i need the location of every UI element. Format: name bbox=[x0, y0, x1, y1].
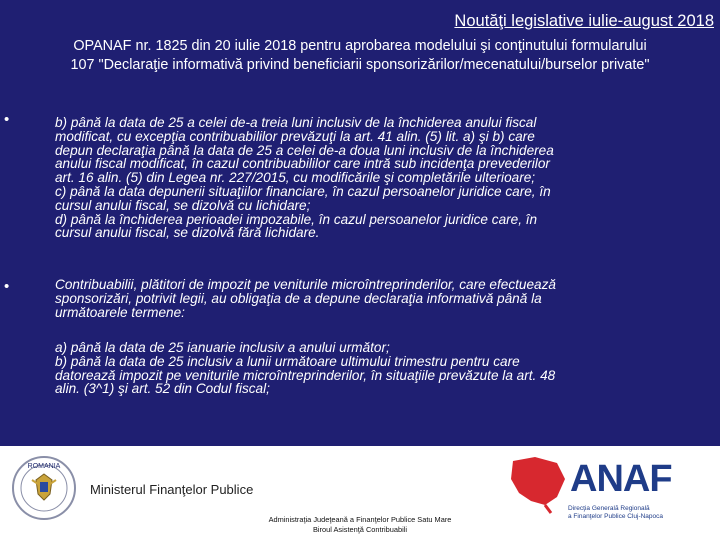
ministry-name: Ministerul Finanţelor Publice bbox=[90, 482, 254, 497]
paragraph-deadlines-bcd bbox=[55, 116, 695, 240]
subtitle-line: 107 "Declaraţie informativă privind beneficiarii sponsorizărilor/mecenatului/burselor private" bbox=[70, 56, 650, 73]
anaf-subtitle-line: a Finanţelor Publice Cluj-Napoca bbox=[568, 512, 664, 520]
page-title: Noutăţi legislative iulie-august 2018 bbox=[454, 12, 714, 30]
bullet-marker: • bbox=[4, 278, 10, 295]
text-line: depun declaraţia până la data de 25 a celei de-a doua luni inclusiv de la închiderea bbox=[55, 142, 554, 158]
bullet-marker: • bbox=[4, 111, 10, 128]
administration-name: Administraţia Judeţeană a Finanţelor Publice Satu Mare bbox=[268, 515, 452, 524]
subtitle-line: OPANAF nr. 1825 din 20 iulie 2018 pentru aprobarea modelului şi conţinutului formularului bbox=[73, 38, 647, 54]
text-line: datorează impozit pe veniturile microîntreprinderilor, în situaţiile prevăzute la art. 48 bbox=[55, 367, 556, 383]
text-line: alin. (3^1) şi art. 52 din Codul fiscal; bbox=[55, 381, 270, 397]
seal-text: ROMANIA bbox=[27, 463, 61, 470]
anaf-subtitle-line: Direcţia Generală Regională bbox=[568, 505, 650, 512]
paragraph-deadlines-ab bbox=[55, 341, 695, 396]
text-line: modificat, cu excepţia contribuabililor prevăzuţi la art. 41 alin. (5) lit. a) şi b) care bbox=[55, 128, 535, 144]
office-name: Biroul Asistenţă Contribuabili bbox=[312, 525, 408, 534]
text-line: art. 16 alin. (5) din Legea nr. 227/2015, cu modificările şi completările ulterioare; bbox=[55, 170, 536, 186]
page-subtitle bbox=[6, 37, 714, 74]
anaf-logo-text: ANAF bbox=[570, 458, 672, 500]
text-line: b) până la data de 25 a celei de-a treia luni inclusiv de la închiderea anului fiscal bbox=[55, 115, 537, 130]
text-line: d) până la închiderea perioadei impozabile, în cazul persoanelor juridice care, în bbox=[55, 211, 538, 227]
text-line: b) până la data de 25 inclusiv a lunii următoare ultimului trimestru pentru care bbox=[55, 353, 520, 369]
text-line: cursul anului fiscal, se dizolvă fără lichidare. bbox=[55, 225, 320, 241]
text-line: următoarele termene: bbox=[55, 304, 185, 320]
paragraph-microenterprises bbox=[55, 278, 695, 319]
text-line: a) până la data de 25 ianuarie inclusiv a anului următor; bbox=[55, 340, 390, 355]
text-line: cursul anului fiscal, se dizolvă cu lichidare; bbox=[55, 197, 311, 213]
text-line: c) până la data depunerii situaţiilor financiare, în cazul persoanelor juridice care, în bbox=[55, 183, 551, 199]
text-line: Contribuabilii, plătitori de impozit pe veniturile microîntreprinderilor, care efectuează bbox=[55, 277, 556, 292]
ministry-seal-icon bbox=[10, 454, 78, 522]
text-line: anului fiscal modificat, în cazul contribuabililor care intră sub incidenţa prevederilor bbox=[55, 156, 550, 172]
text-line: sponsorizări, potrivit legii, au obligaţia de a depune declaraţia informativă până la bbox=[55, 290, 542, 306]
